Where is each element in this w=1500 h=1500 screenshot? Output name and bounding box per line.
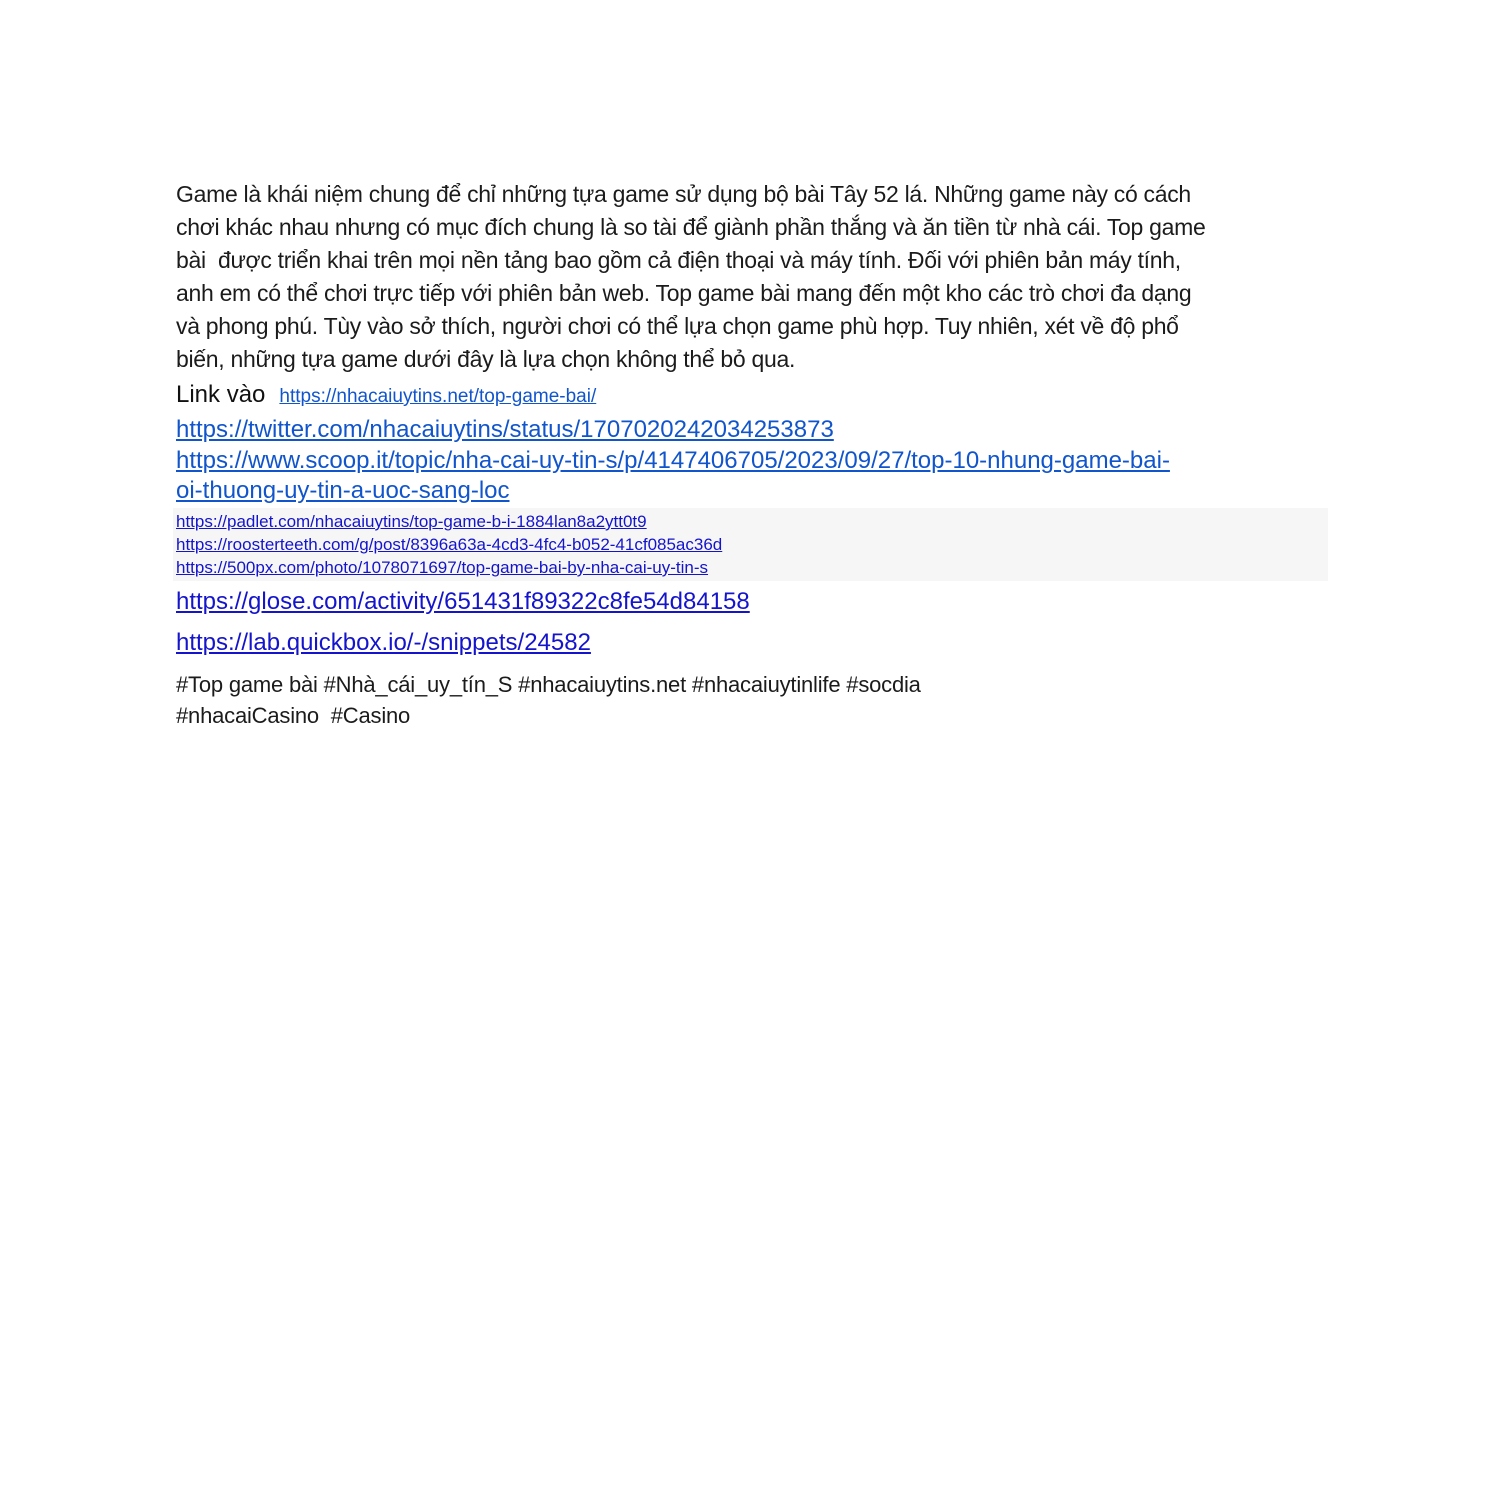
- highlighted-links-block: [173, 508, 1328, 581]
- link-scoop-line-1[interactable]: https://www.scoop.it/topic/nha-cai-uy-tin-s/p/4147406705/2023/09/27/top-10-nhung-game-bai-: [176, 447, 1170, 474]
- link-roosterteeth[interactable]: https://roosterteeth.com/g/post/8396a63a-4cd3-4fc4-b052-41cf085ac36d: [176, 535, 723, 554]
- link-scoop-line-2[interactable]: oi-thuong-uy-tin-a-uoc-sang-loc: [176, 477, 510, 504]
- paragraph-line: và phong phú. Tùy vào sở thích, người chơi có thể lựa chọn game phù hợp. Tuy nhiên, xét về độ phổ: [176, 313, 1179, 339]
- paragraph-line: biến, những tựa game dưới đây là lựa chọn không thể bỏ qua.: [176, 346, 796, 372]
- paragraph-line: bài được triển khai trên mọi nền tảng bao gồm cả điện thoại và máy tính. Đối với phiên bản máy tính,: [176, 247, 1181, 273]
- hashtags-line-2: #nhacaiCasino #Casino: [176, 703, 411, 728]
- link-scoop[interactable]: [176, 446, 1351, 506]
- link-glose[interactable]: https://glose.com/activity/651431f89322c8fe54d84158: [176, 588, 750, 615]
- link-500px[interactable]: https://500px.com/photo/1078071697/top-game-bai-by-nha-cai-uy-tin-s: [176, 558, 709, 577]
- link-intro-line: [176, 379, 1351, 413]
- intro-paragraph: [176, 178, 1351, 376]
- hashtags-block: [176, 669, 1351, 731]
- link-quickbox[interactable]: https://lab.quickbox.io/-/snippets/24582: [176, 629, 591, 656]
- hashtags-line-1: #Top game bài #Nhà_cái_uy_tín_S #nhacaiuytins.net #nhacaiuytinlife #socdia: [176, 672, 921, 697]
- paragraph-line: chơi khác nhau nhưng có mục đích chung là so tài để giành phần thắng và ăn tiền từ nhà cái. Top game: [176, 214, 1206, 240]
- paragraph-line: anh em có thể chơi trực tiếp với phiên bản web. Top game bài mang đến một kho các trò chơi đa dạng: [176, 280, 1192, 306]
- paragraph-line: Game là khái niệm chung để chỉ những tựa game sử dụng bộ bài Tây 52 lá. Những game này có cách: [176, 181, 1191, 207]
- document-content: [176, 178, 1351, 731]
- link-padlet[interactable]: https://padlet.com/nhacaiuytins/top-game-b-i-1884lan8a2ytt0t9: [176, 512, 647, 531]
- link-twitter[interactable]: https://twitter.com/nhacaiuytins/status/1707020242034253873: [176, 416, 834, 443]
- link-nhacaiuytins[interactable]: https://nhacaiuytins.net/top-game-bai/: [279, 386, 597, 407]
- link-intro-label: Link vào: [176, 381, 266, 408]
